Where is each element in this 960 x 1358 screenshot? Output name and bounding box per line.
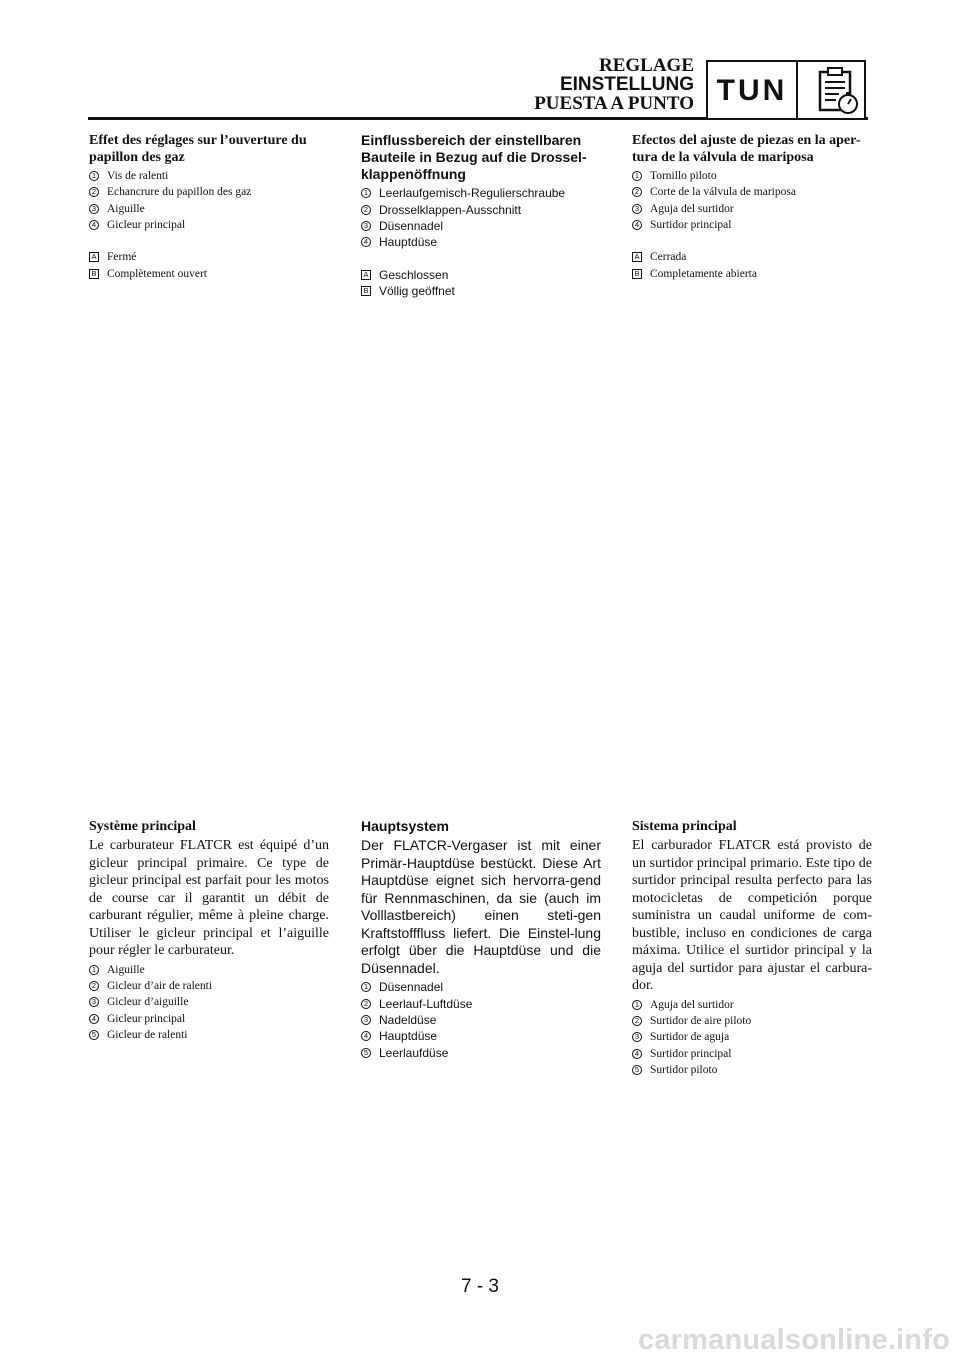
callout-a: A xyxy=(89,252,99,262)
callout-b: B xyxy=(632,269,642,279)
callout-2: 2 xyxy=(89,981,99,991)
list-item: 2 Echancrure du papillon des gaz xyxy=(89,184,329,200)
state-list-de xyxy=(361,267,601,300)
list-item: 4 Hauptdüse xyxy=(361,234,601,250)
list-item: 3 Aguja del surtidor xyxy=(632,201,872,217)
callout-2: 2 xyxy=(632,187,642,197)
clipboard-stopwatch-icon xyxy=(814,66,860,116)
list-item: 4 Surtidor principal xyxy=(632,217,872,233)
part-list-fr xyxy=(89,168,329,233)
list-item: 2 Gicleur d’air de ralenti xyxy=(89,978,329,994)
list-item: 1 Aiguille xyxy=(89,962,329,978)
callout-a: A xyxy=(632,252,642,262)
list-item: B Völlig geöffnet xyxy=(361,283,601,299)
list-item: A Cerrada xyxy=(632,249,872,265)
section2-de xyxy=(361,818,601,1061)
callout-3: 3 xyxy=(361,221,371,231)
list-item: 1 Aguja del surtidor xyxy=(632,997,872,1013)
callout-3: 3 xyxy=(632,1032,642,1042)
list-item: 3 Aiguille xyxy=(89,201,329,217)
header-titles xyxy=(534,56,694,113)
section2-text-es: El carburador FLATCR está provisto de un surtidor principal primario. Este tipo de surtidor principal resulta perfecto para las motocicletas de competición porque suministra un caudal uniforme de com-bustible, incluso en condiciones de carga máxima. Utilice el surtidor principal y la aguja del surtidor para ajustar el carbura-dor. xyxy=(632,838,872,993)
callout-2: 2 xyxy=(361,999,371,1009)
list-item: 5 Gicleur de ralenti xyxy=(89,1027,329,1043)
section2-heading-es: Sistema principal xyxy=(632,819,737,834)
section1-es xyxy=(632,132,872,282)
callout-3: 3 xyxy=(632,204,642,214)
section1-heading-de: Einflussbereich der einstellbaren Bauteile in Bezug auf die Drossel-klappenöffnung xyxy=(361,132,587,182)
state-list-fr xyxy=(89,249,329,282)
part-list-es xyxy=(632,997,872,1078)
badge-divider xyxy=(796,62,798,118)
page-number: 7 - 3 xyxy=(460,1276,500,1297)
list-item: 4 Gicleur principal xyxy=(89,1010,329,1026)
callout-4: 4 xyxy=(89,220,99,230)
list-item: 3 Gicleur d’aiguille xyxy=(89,994,329,1010)
callout-1: 1 xyxy=(89,171,99,181)
callout-a: A xyxy=(361,270,371,280)
section1-heading-fr: Effet des réglages sur l’ouverture du papillon des gaz xyxy=(89,133,307,165)
callout-2: 2 xyxy=(89,187,99,197)
callout-4: 4 xyxy=(632,1049,642,1059)
header-title-es: PUESTA A PUNTO xyxy=(534,93,694,114)
header-title-de: EINSTELLUNG xyxy=(559,74,694,95)
callout-4: 4 xyxy=(632,220,642,230)
list-item: 1 Düsennadel xyxy=(361,979,601,995)
callout-3: 3 xyxy=(89,204,99,214)
callout-1: 1 xyxy=(632,171,642,181)
callout-1: 1 xyxy=(361,982,371,992)
callout-5: 5 xyxy=(632,1065,642,1075)
callout-3: 3 xyxy=(361,1015,371,1025)
section2-heading-de: Hauptsystem xyxy=(361,818,449,834)
list-item: 3 Düsennadel xyxy=(361,218,601,234)
callout-5: 5 xyxy=(361,1048,371,1058)
callout-1: 1 xyxy=(632,1000,642,1010)
list-item: B Completamente abierta xyxy=(632,265,872,281)
badge-label: TUN xyxy=(716,74,788,107)
callout-4: 4 xyxy=(89,1014,99,1024)
callout-4: 4 xyxy=(361,237,371,247)
list-item: 5 Leerlaufdüse xyxy=(361,1045,601,1061)
section1-de xyxy=(361,132,601,299)
part-list-de xyxy=(361,979,601,1061)
callout-1: 1 xyxy=(89,965,99,975)
list-item: 2 Corte de la válvula de mariposa xyxy=(632,184,872,200)
list-item: 4 Surtidor principal xyxy=(632,1045,872,1061)
list-item: 3 Nadeldüse xyxy=(361,1012,601,1028)
section1-heading-es: Efectos del ajuste de piezas en la aper-tura de la válvula de mariposa xyxy=(632,133,861,165)
callout-b: B xyxy=(361,286,371,296)
callout-5: 5 xyxy=(89,1030,99,1040)
watermark: carmanualsonline.info xyxy=(638,1324,950,1356)
part-list-de xyxy=(361,185,601,251)
list-item: 4 Hauptdüse xyxy=(361,1028,601,1044)
list-item: 2 Leerlauf-Luftdüse xyxy=(361,995,601,1011)
list-item: 1 Tornillo piloto xyxy=(632,168,872,184)
section-badge xyxy=(706,60,866,120)
list-item: 3 Surtidor de aguja xyxy=(632,1029,872,1045)
list-item: A Geschlossen xyxy=(361,267,601,283)
section2-heading-fr: Système principal xyxy=(89,819,196,834)
callout-1: 1 xyxy=(361,188,371,198)
state-list-es xyxy=(632,249,872,282)
section2-text-de: Der FLATCR-Vergaser ist mit einer Primär-Hauptdüse bestückt. Diese Art Hauptdüse eignet sich hervorra-gend für Rennmaschinen, da sie (auch im Volllastbereich) einen steti-gen Kraftstofffluss liefert. Die Einstel-lung erfolgt über die Hauptdüse und die Düsennadel. xyxy=(361,837,601,976)
section2-text-fr: Le carburateur FLATCR est équipé d’un gicleur principal primaire. Ce type de gicleur principal est parfait pour les motos de course car il garantit un débit de carburant régulier, même à pleine charge. Utiliser le gicleur principal et l’aiguille pour régler le carburateur. xyxy=(89,838,329,958)
list-item: 2 Surtidor de aire piloto xyxy=(632,1013,872,1029)
list-item: A Fermé xyxy=(89,249,329,265)
section2-fr xyxy=(89,818,329,1043)
list-item: 4 Gicleur principal xyxy=(89,217,329,233)
section1-fr xyxy=(89,132,329,282)
callout-2: 2 xyxy=(632,1016,642,1026)
list-item: B Complètement ouvert xyxy=(89,265,329,281)
header-title-fr: REGLAGE xyxy=(598,55,694,76)
callout-4: 4 xyxy=(361,1031,371,1041)
callout-b: B xyxy=(89,269,99,279)
part-list-fr xyxy=(89,962,329,1043)
callout-3: 3 xyxy=(89,997,99,1007)
section2-es xyxy=(632,818,872,1078)
list-item: 1 Leerlaufgemisch-Regulierschraube xyxy=(361,185,601,201)
callout-2: 2 xyxy=(361,205,371,215)
list-item: 5 Surtidor piloto xyxy=(632,1062,872,1078)
list-item: 2 Drosselklappen-Ausschnitt xyxy=(361,201,601,217)
part-list-es xyxy=(632,168,872,233)
list-item: 1 Vis de ralenti xyxy=(89,168,329,184)
